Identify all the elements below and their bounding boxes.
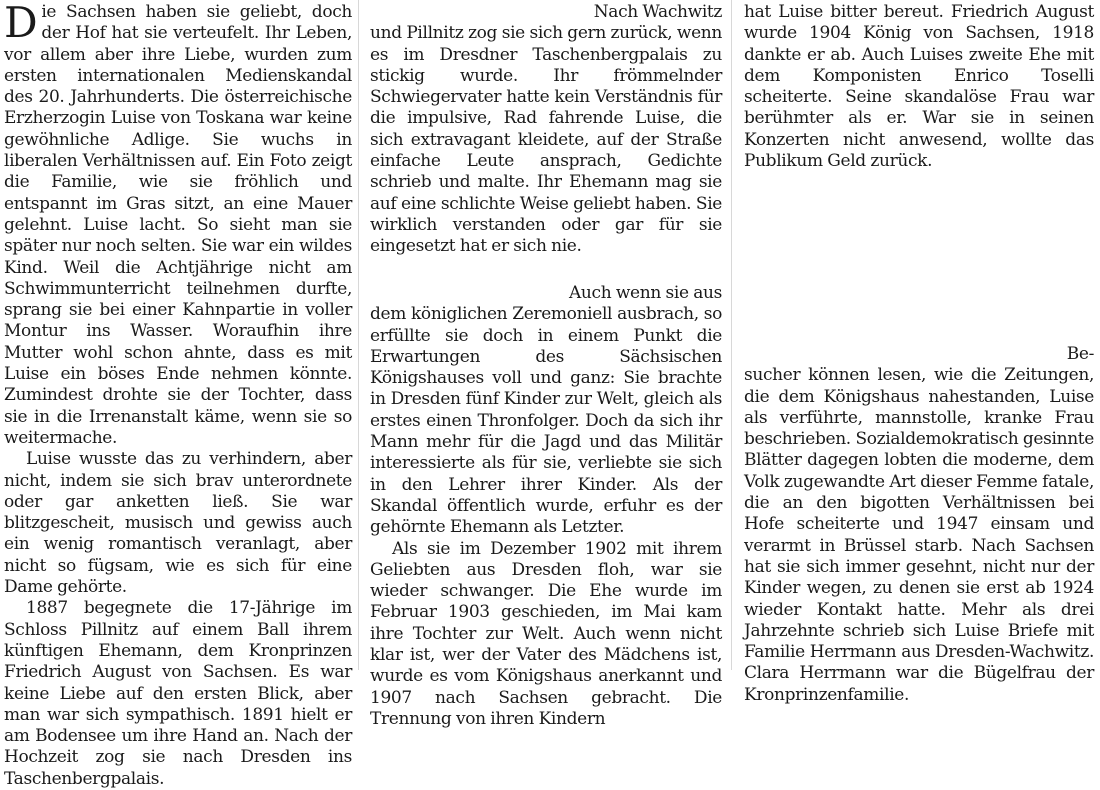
- paragraph: sucher können lesen, wie die Zeitungen, die dem Königshaus nahestanden, Luise als verführte, mannstolle, kranke Frau beschrieben. Sozialdemokratisch gesinnte Blätter dagegen lobten die moderne, dem Volk zugewandte Art dieser Femme fatale, die an den bigotten Verhältnissen bei Hofe scheiterte und 1947 einsam und verarmt in Brüssel starb. Nach Sachsen hat sie sich immer gesehnt, nicht nur der Kinder wegen, zu denen sie erst ab 1924 wieder Kontakt hatte. Mehr als drei Jahrzehnte schrieb sich Luise Briefe mit Familie Herrmann aus Dresden-Wachwitz. Clara Herrmann war die Bügelfrau der Kronprinzenfamilie.: [744, 365, 1094, 705]
- section-lead: Nach Wachwitz: [593, 2, 722, 22]
- drop-cap: D: [4, 0, 38, 47]
- section-lead: Auch wenn sie aus: [569, 283, 722, 303]
- paragraph: Als sie im Dezember 1902 mit ihrem Geliebten aus Dresden floh, war sie wieder schwanger. Die Ehe wurde im Februar 1903 geschieden, im Mai kam ihre Tochter zur Welt. Auch wenn nicht klar ist, wer der Vater des Mädchens ist, wurde es vom Königshaus anerkannt und 1907 nach Sachsen gebracht. Die Trennung von ihren Kindern: [370, 538, 722, 729]
- paragraph: Luise wusste das zu verhindern, aber nicht, indem sie sich brav unterordnete oder gar anketten ließ. Sie war blitzgescheit, musisch und gewiss auch ein wenig romantisch veranlagt, aber nicht so fügsam, wie es sich für eine Dame gehörte.: [4, 449, 352, 598]
- article-column-1: [4, 2, 352, 790]
- paragraph: dem königlichen Zeremoniell ausbrach, so erfüllte sie doch in einem Punkt die Erwartungen des Sächsischen Königshauses voll und ganz: Sie brachte in Dresden fünf Kinder zur Welt, gleich als erstes einen Thronfolger. Doch da sich ihr Mann mehr für die Jagd und das Militär interessierte als für sie, verliebte sie sich in den Lehrer ihrer Kinder. Als der Skandal öffentlich wurde, erfuhr es der gehörnte Ehemann als Letzter.: [370, 304, 722, 538]
- paragraph-intro: [4, 2, 352, 449]
- paragraph: und Pillnitz zog sie sich gern zurück, wenn es im Dresdner Taschenbergpalais zu stickig wurde. Ihr frömmelnder Schwiegervater hatte kein Verständnis für die impulsive, Rad fahrende Luise, die sich extravagant kleidete, auf der Straße einfache Leute ansprach, Gedichte schrieb und malte. Ihr Ehemann mag sie auf eine schlichte Weise geliebt haben. Sie wirklich verstanden oder gar für sie eingesetzt hat er sich nie.: [370, 23, 722, 257]
- paragraph: 1887 begegnete die 17-Jährige im Schloss Pillnitz auf einem Ball ihrem künftigen Ehemann, dem Kronprinzen Friedrich August von Sachsen. Es war keine Liebe auf den ersten Blick, aber man war sich sympathisch. 1891 hielt er am Bodensee um ihre Hand an. Nach der Hochzeit zog sie nach Dresden ins Taschenbergpalais.: [4, 598, 352, 789]
- article-column-3-top: [744, 2, 1094, 172]
- column-rule-1: [358, 0, 359, 670]
- article-column-2-bottom: [370, 283, 722, 730]
- paragraph: hat Luise bitter bereut. Friedrich August wurde 1904 König von Sachsen, 1918 dankte er ab. Auch Luises zweite Ehe mit dem Komponisten Enrico Toselli scheiterte. Seine skandalöse Frau war berühmter als er. War sie in seinen Konzerten nicht anwesend, wollte das Publikum Geld zurück.: [744, 2, 1094, 172]
- section-lead: Be-: [1066, 344, 1094, 364]
- paragraph-intro-text: ie Sachsen haben sie geliebt, doch der Hof hat sie verteufelt. Ihr Leben, vor allem aber ihre Liebe, wurden zum ersten internationalen Medienskandal des 20. Jahrhunderts. Die österreichische Erzherzogin Luise von Toskana war keine gewöhnliche Adlige. Sie wuchs in liberalen Verhältnissen auf. Ein Foto zeigt die Familie, wie sie fröhlich und entspannt im Gras sitzt, an eine Mauer gelehnt. Luise lacht. So sieht man sie später nur noch selten. Sie war ein wildes Kind. Weil die Achtjährige nicht am Schwimmunterricht teilnehmen durfte, sprang sie bei einer Kahnpartie in voller Montur ins Wasser. Woraufhin ihre Mutter wohl schon ahnte, dass es mit Luise ein böses Ende nehmen könnte. Zumindest drohte sie der Tochter, dass sie in die Irrenanstalt käme, wenn sie so weitermache.: [4, 2, 352, 448]
- article-column-3-bottom: [744, 344, 1094, 706]
- column-rule-2: [731, 0, 732, 670]
- article-column-2-top: [370, 2, 722, 258]
